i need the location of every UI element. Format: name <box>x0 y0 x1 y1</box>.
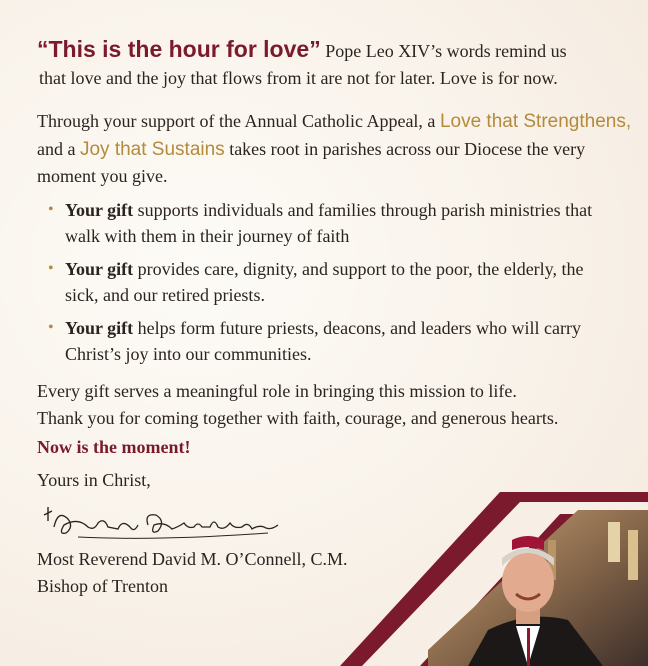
appeal-lead: Through your support of the Annual Catholic Appeal, a <box>37 111 440 131</box>
intro-line2: that love and the joy that flows from it are not for later. Love is for now. <box>39 68 558 88</box>
signer-title: Bishop of Trenton <box>37 576 169 596</box>
list-item <box>48 315 608 367</box>
thanks-line2: Thank you for coming together with faith, courage, and generous hearts. <box>37 407 559 428</box>
bullet-dot-icon: • <box>48 201 54 218</box>
bullet-dot-icon: • <box>48 260 54 277</box>
joy-highlight: Joy that Sustains <box>79 138 225 160</box>
signer-name: Most Reverend David M. O’Connell, C.M. <box>37 549 348 569</box>
gift-label: Your gift <box>65 259 134 279</box>
gift-list <box>48 197 608 374</box>
gift-text: supports individuals and families through parish ministries that walk with them in their journey of faith <box>65 200 593 246</box>
bishop-photo <box>428 510 648 666</box>
appeal-paragraph <box>37 108 637 190</box>
thanks-line1: Every gift serves a meaningful role in bringing this mission to life. <box>37 381 517 401</box>
bullet-dot-icon: • <box>48 319 54 336</box>
signature-block <box>37 546 347 600</box>
list-item <box>48 256 608 308</box>
appeal-mid: and a <box>37 138 80 159</box>
appeal-tail: takes root in parishes across our Diocese the very moment you give. <box>37 138 586 186</box>
signature-icon <box>38 497 288 552</box>
list-item <box>48 197 608 249</box>
gift-text: helps form future priests, deacons, and leaders who will carry Christ’s joy into our communities. <box>65 318 582 364</box>
now-is-the-moment: Now is the moment! <box>37 437 191 457</box>
intro-paragraph <box>37 36 637 92</box>
gift-label: Your gift <box>65 318 134 338</box>
love-highlight: Love that Strengthens, <box>439 111 632 132</box>
intro-rest: Pope Leo XIV’s words remind us <box>320 41 567 61</box>
gift-label: Your gift <box>65 200 134 220</box>
pope-quote: “This is the hour for love” <box>37 36 321 62</box>
gift-text: provides care, dignity, and support to the poor, the elderly, the sick, and our retired priests. <box>65 259 584 305</box>
closing-salutation: Yours in Christ, <box>37 470 151 490</box>
thanks-paragraph <box>37 378 642 431</box>
